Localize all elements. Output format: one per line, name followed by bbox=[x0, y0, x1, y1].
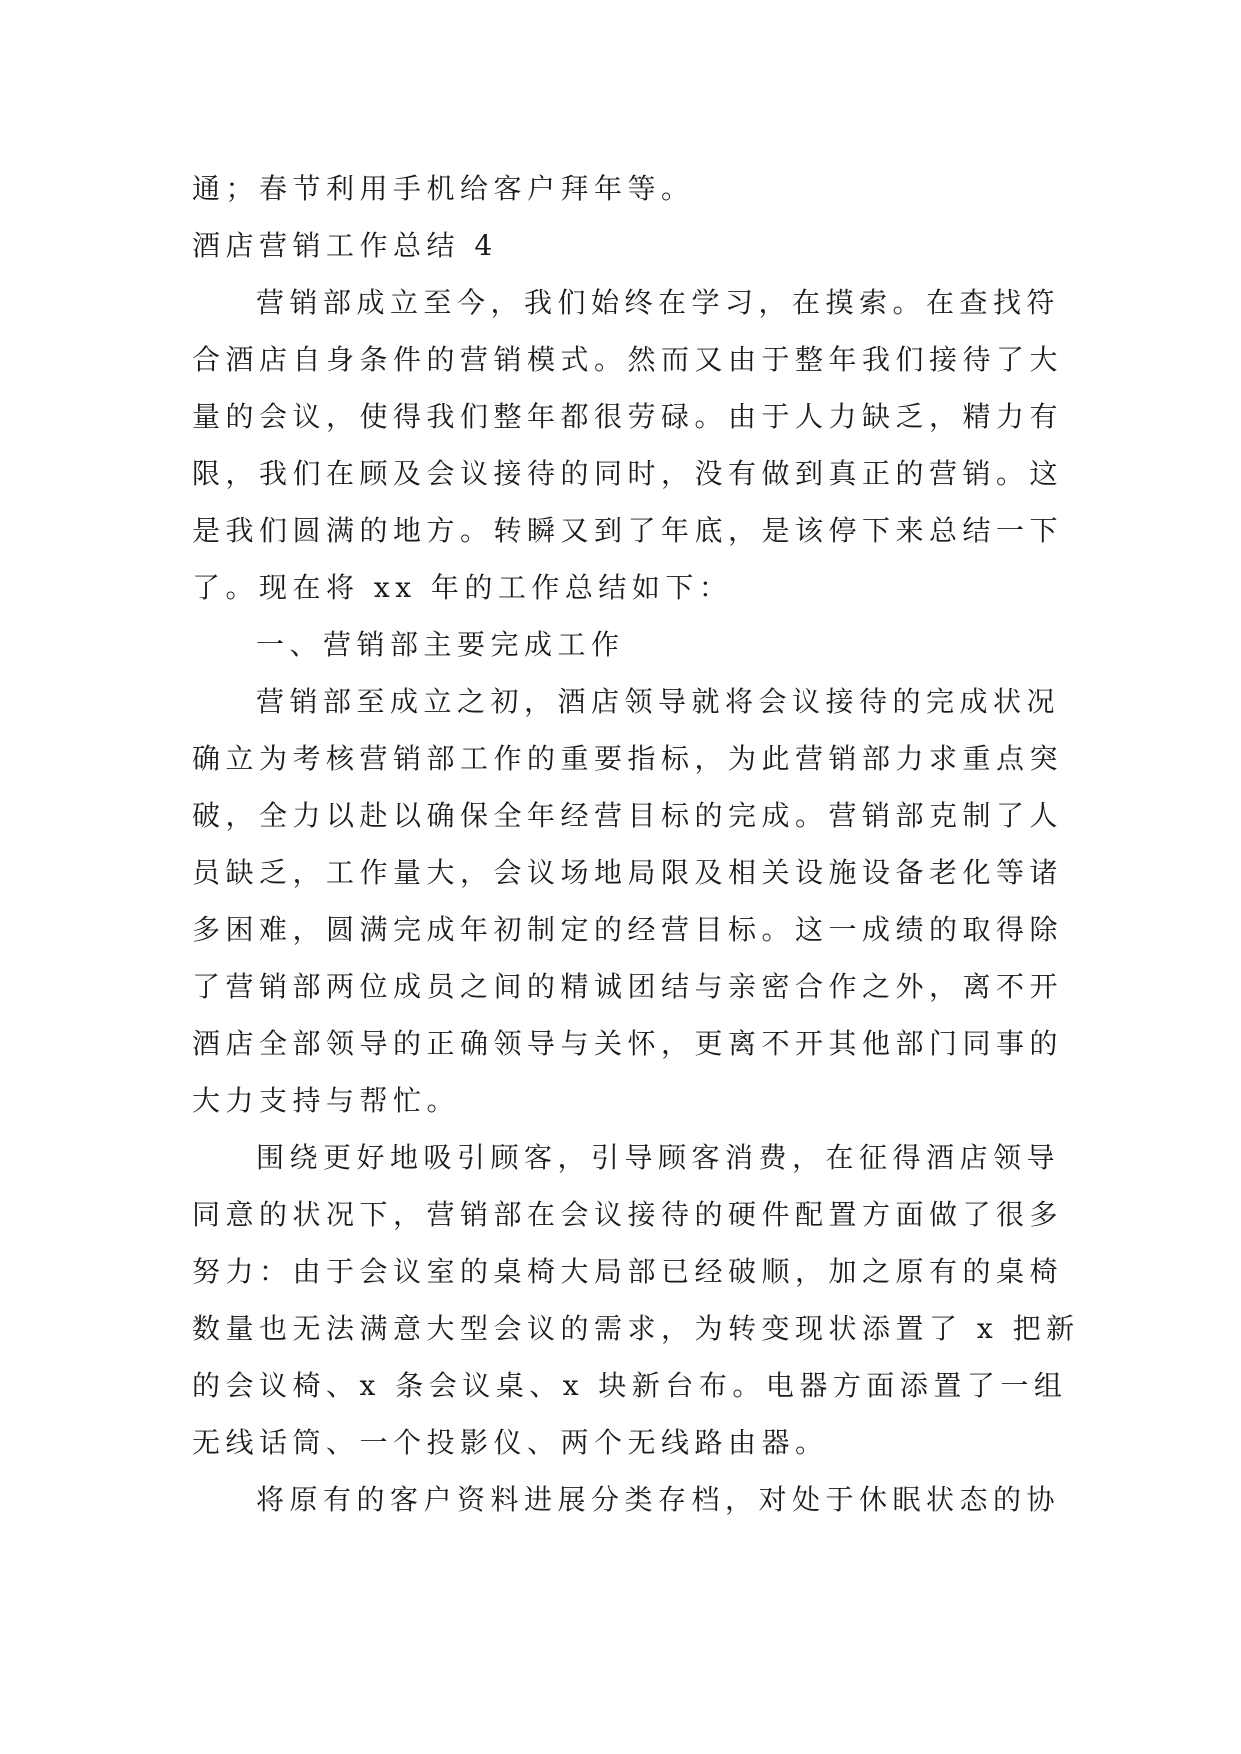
text-line: 是我们圆满的地方。转瞬又到了年底，是该停下来总结一下 bbox=[192, 514, 1064, 547]
text-line: 通；春节利用手机给客户拜年等。 bbox=[192, 172, 695, 205]
text-line: 无线话筒、一个投影仪、两个无线路由器。 bbox=[192, 1426, 829, 1459]
text-line: 努力：由于会议室的桌椅大局部已经破顺，加之原有的桌椅 bbox=[192, 1255, 1064, 1288]
text-line: 了营销部两位成员之间的精诚团结与亲密合作之外，离不开 bbox=[192, 970, 1064, 1003]
paragraph-start-line: 将原有的客户资料进展分类存档，对处于休眠状态的协 bbox=[256, 1483, 1061, 1516]
text-line: 合酒店自身条件的营销模式。然而又由于整年我们接待了大 bbox=[192, 343, 1064, 376]
section-heading: 酒店营销工作总结 4 bbox=[192, 229, 498, 262]
text-line: 了。现在将 xx 年的工作总结如下： bbox=[192, 571, 733, 604]
text-line: 大力支持与帮忙。 bbox=[192, 1084, 461, 1117]
text-line: 限，我们在顾及会议接待的同时，没有做到真正的营销。这 bbox=[192, 457, 1064, 490]
text-line: 破，全力以赴以确保全年经营目标的完成。营销部克制了人 bbox=[192, 799, 1064, 832]
text-line: 同意的状况下，营销部在会议接待的硬件配置方面做了很多 bbox=[192, 1198, 1064, 1231]
document-body bbox=[192, 160, 1080, 1528]
text-line: 确立为考核营销部工作的重要指标，为此营销部力求重点突 bbox=[192, 742, 1064, 775]
text-line: 数量也无法满意大型会议的需求，为转变现状添置了 x 把新 bbox=[192, 1312, 1080, 1345]
text-line: 多困难，圆满完成年初制定的经营目标。这一成绩的取得除 bbox=[192, 913, 1064, 946]
text-line: 酒店全部领导的正确领导与关怀，更离不开其他部门同事的 bbox=[192, 1027, 1064, 1060]
paragraph-start-line: 营销部至成立之初，酒店领导就将会议接待的完成状况 bbox=[256, 685, 1061, 718]
paragraph-start-line: 围绕更好地吸引顾客，引导顾客消费，在征得酒店领导 bbox=[256, 1141, 1061, 1174]
subsection-heading: 一、营销部主要完成工作 bbox=[256, 628, 625, 661]
text-line: 的会议椅、x 条会议桌、x 块新台布。电器方面添置了一组 bbox=[192, 1369, 1068, 1402]
paragraph-start-line: 营销部成立至今，我们始终在学习，在摸索。在查找符 bbox=[256, 286, 1061, 319]
text-line: 量的会议，使得我们整年都很劳碌。由于人力缺乏，精力有 bbox=[192, 400, 1064, 433]
text-line: 员缺乏，工作量大，会议场地局限及相关设施设备老化等诸 bbox=[192, 856, 1064, 889]
